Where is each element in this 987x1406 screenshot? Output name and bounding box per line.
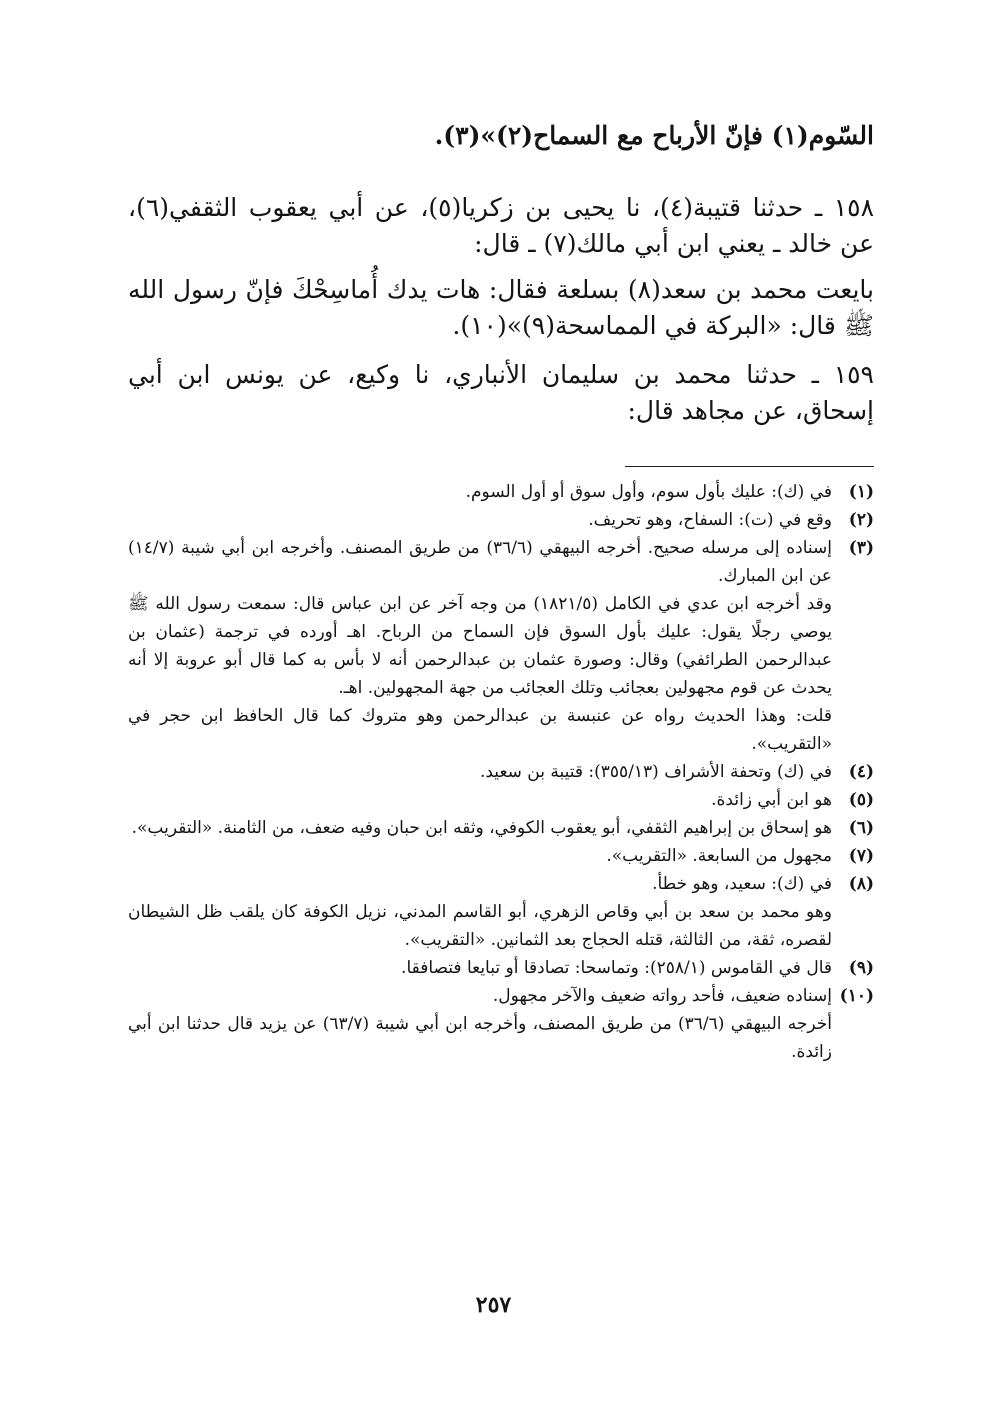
hadith-158-body xyxy=(128,272,874,344)
footnote-number: (٣) xyxy=(848,538,874,558)
footnote-continuation: أخرجه البيهقي (٣٦/٦) من طريق المصنف، وأخرجه ابن أبي شيبة (٦٣/٧) عن يزيد قال حدثنا ابن أبي زائدة. xyxy=(128,1014,832,1062)
footnote-item xyxy=(128,982,874,1010)
footnote-number: (٦) xyxy=(848,818,874,838)
hadith-158-text: بايعت محمد بن سعد(٨) بسلعة فقال: هات يدك أُماسِحْكَ فإنّ رسول الله ﷺ قال: «البركة في المماسحة(٩)»(١٠). xyxy=(128,275,874,340)
footnote-continuation: قلت: وهذا الحديث رواه عن عنبسة بن عبدالرحمن وهو متروك كما قال الحافظ ابن حجر في «التقريب». xyxy=(128,706,832,754)
footnotes xyxy=(128,478,874,1066)
footnote-number: (٤) xyxy=(848,762,874,782)
footnote-item xyxy=(128,534,874,590)
footnote-item xyxy=(128,506,874,534)
hadith-159 xyxy=(128,357,874,429)
footnote-text: هو ابن أبي زائدة. xyxy=(711,790,832,810)
footnote-text: إسناده ضعيف، فأحد رواته ضعيف والآخر مجهول. xyxy=(492,986,832,1006)
footnote-text: وقع في (ت): السفاح، وهو تحريف. xyxy=(588,510,832,530)
footnote-item xyxy=(128,870,874,898)
footnote-text: في (ك) وتحفة الأشراف (٣٥٥/١٣): قتيبة بن سعيد. xyxy=(479,762,832,782)
footnote-number: (١٠) xyxy=(839,986,874,1006)
footnote-item xyxy=(128,786,874,814)
hadith-159-chain: ١٥٩ ـ حدثنا محمد بن سليمان الأنباري، نا وكيع، عن يونس ابن أبي إسحاق، عن مجاهد قال: xyxy=(128,360,874,425)
main-text xyxy=(128,118,874,154)
footnote-item xyxy=(128,814,874,842)
footnote-divider xyxy=(625,466,874,467)
footnote-text: إسناده إلى مرسله صحيح. أخرجه البيهقي (٣٦/٦) من طريق المصنف. وأخرجه ابن أبي شيبة (١٤/٧) عن ابن المبارك. xyxy=(128,538,832,586)
footnote-text: هو إسحاق بن إبراهيم الثقفي، أبو يعقوب الكوفي، وثقه ابن حبان وفيه ضعف، من الثامنة. «التقريب». xyxy=(131,818,832,838)
footnote-item xyxy=(128,842,874,870)
footnote-number: (٢) xyxy=(848,510,874,530)
footnote-text: في (ك): عليك بأول سوم، وأول سوق أو أول السوم. xyxy=(465,482,832,502)
footnote-number: (١) xyxy=(848,482,874,502)
footnote-item xyxy=(128,954,874,982)
footnote-number: (٩) xyxy=(848,958,874,978)
footnote-number: (٥) xyxy=(848,790,874,810)
hadith-158 xyxy=(128,190,874,262)
footnote-text: مجهول من السابعة. «التقريب». xyxy=(606,846,832,866)
footnote-item xyxy=(128,478,874,506)
main-line-1: السّوم(١) فإنّ الأرباح مع السماح(٢)»(٣). xyxy=(434,121,874,150)
hadith-158-chain: ١٥٨ ـ حدثنا قتيبة(٤)، نا يحيى بن زكريا(٥)، عن أبي يعقوب الثقفي(٦)، عن خالد ـ يعني ابن أبي مالك(٧) ـ قال: xyxy=(128,193,875,258)
page-number: ٢٥٧ xyxy=(475,1292,512,1318)
footnote-number: (٧) xyxy=(848,846,874,866)
footnote-continuation: وقد أخرجه ابن عدي في الكامل (١٨٢١/٥) من وجه آخر عن ابن عباس قال: سمعت رسول الله ﷺ يوصي رجلًا يقول: عليك بأول السوق فإن السماح من الرباح. اهـ أورده في ترجمة (عثمان بن عبدالرحمن الطرائفي) وقال: وصورة عثمان بن عبدالرحمن أنه لا بأس به كما قال أبو عروبة إلا أنه يحدث عن قوم مجهولين بعجائب وتلك العجائب من جهة المجهولين. اهـ. xyxy=(128,594,832,698)
footnote-continuation: وهو محمد بن سعد بن أبي وقاص الزهري، أبو القاسم المدني، نزيل الكوفة كان يلقب ظل الشيطان لقصره، ثقة، من الثالثة، قتله الحجاج بعد الثمانين. «التقريب». xyxy=(128,902,832,950)
footnote-number: (٨) xyxy=(848,874,874,894)
footnote-item xyxy=(128,758,874,786)
footnote-text: في (ك): سعيد، وهو خطأ. xyxy=(652,874,832,894)
footnote-text: قال في القاموس (٢٥٨/١): وتماسحا: تصادقا أو تبايعا فتصافقا. xyxy=(401,958,832,978)
